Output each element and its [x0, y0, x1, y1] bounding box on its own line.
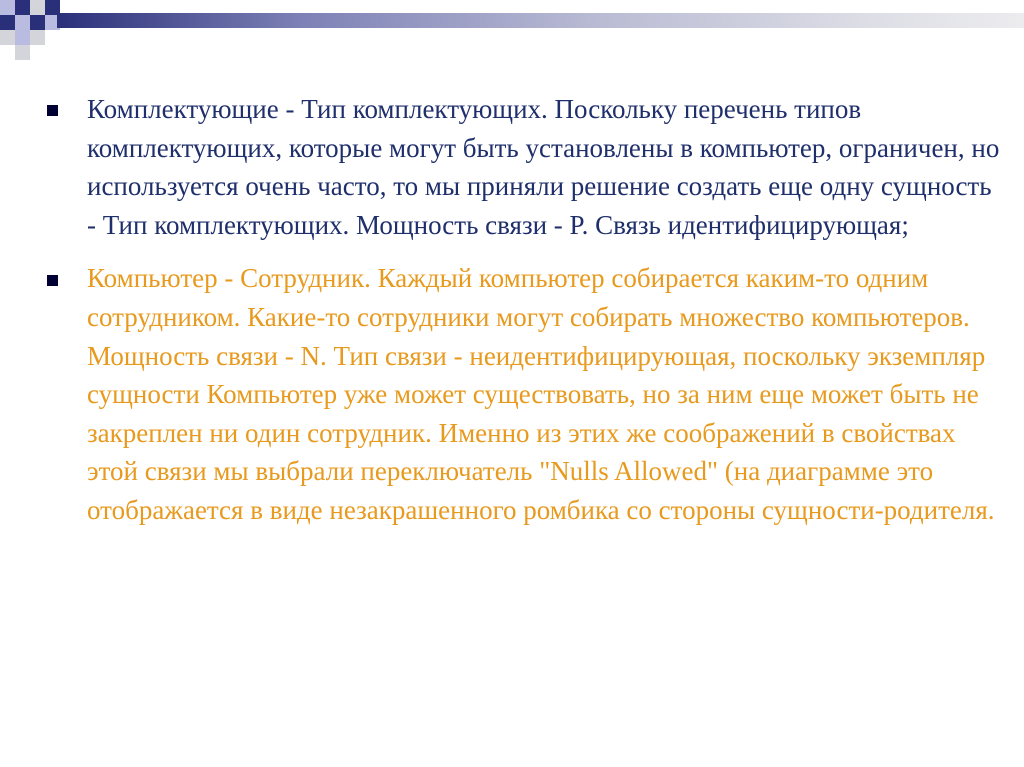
decor-square [15, 45, 30, 60]
square-bullet-icon [47, 275, 58, 286]
decor-square [0, 0, 15, 15]
square-bullet-icon [47, 105, 58, 116]
decor-square [0, 15, 15, 30]
decor-square [30, 30, 45, 45]
decor-square [15, 0, 30, 15]
decor-square [30, 15, 45, 30]
header-gradient-bar [57, 13, 1024, 28]
decor-square [15, 30, 30, 45]
decor-square [0, 30, 15, 45]
bullet-text: Комплектующие - Тип комплектующих. Поскольку перечень типов комплектующих, которые могут быть установлены в компьютер, ограничен, но используется очень часто, то мы приняли решение создать еще одну сущность - Тип комплектующих. Мощность связи - P. Связь идентифицирующая; [87, 94, 1000, 240]
decor-square [30, 0, 45, 15]
decor-square [15, 15, 30, 30]
slide-body [40, 90, 1000, 545]
bullet-item-components [40, 90, 1000, 244]
header-decoration [0, 0, 1024, 60]
bullet-text: Компьютер - Сотрудник. Каждый компьютер собирается каким-то одним сотрудником. Какие-то сотрудники могут собирать множество компьютеров. Мощность связи - N. Тип связи - неидентифицирующая, поскольку экземпляр сущности Компьютер уже может существовать, но за ним еще может быть не закреплен ни один сотрудник. Именно из этих же соображений в свойствах этой связи мы выбрали переключатель "Nulls Allowed" (на диаграмме это отображается в виде незакрашенного ромбика со стороны сущности-родителя. [87, 263, 995, 525]
bullet-item-computer-employee [40, 259, 1000, 529]
